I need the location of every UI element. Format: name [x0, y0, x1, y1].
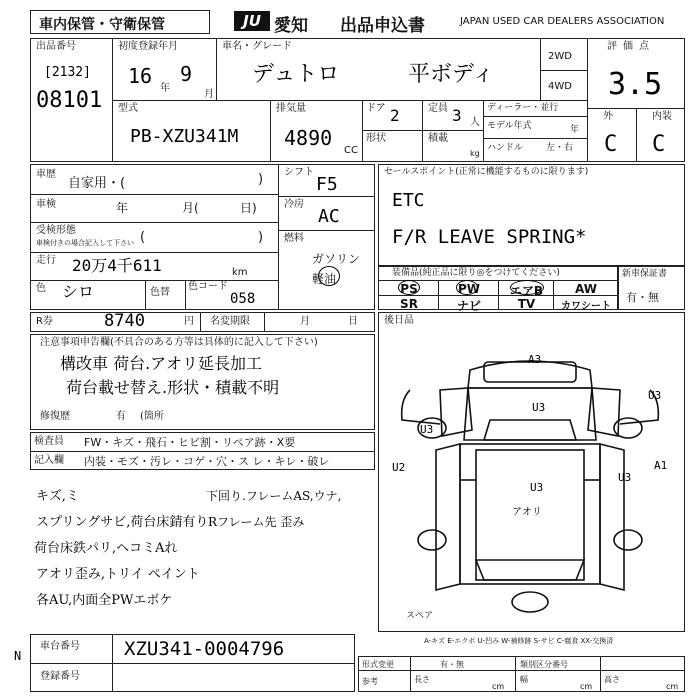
handle-options: 左・右 [546, 143, 574, 153]
color-value: シロ [62, 282, 95, 301]
equipment-ps: PS [400, 282, 418, 296]
remark-line-2: スプリングサビ,荷台床錆有り [36, 515, 209, 530]
displacement-unit: CC [344, 145, 358, 156]
capacity-value: 3 [452, 106, 462, 125]
diagram-mark-aori: アオリ [512, 507, 542, 518]
mileage-unit: km [232, 267, 248, 278]
storage-note-box [30, 10, 210, 34]
sales-points-box [378, 164, 685, 266]
storage-note: 車内保管・守衛保管 [39, 17, 165, 33]
color-code-value: 058 [230, 291, 256, 307]
interior-label: 内装 [652, 111, 672, 122]
lot-bracket: [2132] [44, 65, 91, 80]
listing-number-label: 出品番号 [36, 41, 76, 52]
ps-circle [398, 280, 420, 295]
fuel-diesel: 軽油 [312, 272, 337, 286]
remark-right-2: Rフレーム先 歪み [208, 515, 305, 529]
length-unit: cm [492, 682, 505, 691]
lot-number: 08101 [36, 88, 103, 113]
accept-sub: 車検付きの場合記入して下さい [36, 239, 134, 247]
model-name: デュトロ [252, 62, 340, 87]
name-change-label: 名変期限 [210, 316, 250, 327]
recycle-unit: 円 [184, 316, 194, 327]
fuel-label: 燃料 [284, 233, 304, 244]
history-label: 車歴 [36, 169, 56, 180]
remark-line-4: アオリ歪み,トリイ ペイント [36, 567, 200, 582]
ju-logo-icon: JU [234, 11, 270, 31]
accept-close: ) [258, 230, 264, 245]
fuel-gasoline: ガソリン [312, 252, 361, 266]
notes-line-2: 荷台載せ替え.形状・積載不明 [66, 378, 280, 397]
equipment-tv: TV [517, 297, 536, 311]
fuel-diesel-circle [318, 266, 340, 286]
pw-circle [456, 280, 478, 295]
ref-label: 参考 [362, 677, 378, 686]
first-reg-month: 9 [180, 62, 193, 86]
color-change-label: 色替 [150, 287, 170, 298]
diagram-mark-u3-right: U3 [648, 389, 662, 402]
width-label: 幅 [520, 675, 528, 684]
recycle-label: R券 [36, 316, 53, 327]
inspector-label: 検査員 [34, 436, 64, 447]
history-value: 自家用・( [68, 176, 126, 191]
equipment-airbag: エアB [509, 284, 544, 298]
equipment-label: 装備品(純正品に限り◎をつけてください) [392, 268, 560, 278]
entry-label: 記入欄 [34, 455, 64, 466]
accept-label: 受検形態 [36, 225, 76, 236]
model-year-label: モデル年式 [487, 121, 532, 131]
repair-place: (箇所 [140, 411, 164, 422]
mileage-label: 走行 [36, 255, 56, 266]
remark-line-1: キズ,ミ [36, 489, 79, 504]
shift-label: シフト [284, 167, 314, 178]
shift-value: F5 [316, 174, 338, 195]
load-unit: kg [470, 149, 480, 158]
record-label: 類別区分番号 [520, 660, 568, 669]
doors-label: ドア [366, 103, 386, 114]
damage-legend: A-キズ E-エクボ U-凹み W-補修跡 S-サビ C-腐食 XX-交換済 [424, 637, 614, 645]
diagram-mark-u3-bed: U3 [530, 481, 544, 494]
sales-point-1: ETC [392, 190, 425, 211]
doc-title: 出品申込書 [340, 16, 425, 36]
inspection-label: 車検 [36, 199, 56, 210]
capacity-label: 定員 [428, 103, 448, 114]
year-unit: 年 [160, 83, 170, 94]
color-code-label: 色コード [188, 281, 228, 292]
recycle-row [30, 312, 375, 332]
model-body: 平ボディ [408, 62, 495, 87]
remark-line-5: 各AU,内面全PWエボケ [36, 593, 173, 608]
airbag-circle [510, 280, 544, 295]
equipment-leather-seat: カワシート [561, 301, 611, 312]
inspector-codes-row-1: FW・キズ・飛石・ヒビ割・リペア跡・X要 [84, 436, 296, 449]
exterior-grade: C [604, 132, 618, 157]
equipment-pw: PW [457, 282, 481, 296]
mileage-value: 20万4千611 [72, 256, 162, 275]
capacity-unit: 人 [470, 117, 480, 128]
remark-right-1: 下回り.フレームAS,ウナ, [206, 489, 342, 503]
diagram-mark-u2: U2 [392, 461, 406, 474]
diagram-mark-u3-top: U3 [532, 401, 546, 414]
diagram-mark-u3-left: U3 [420, 423, 434, 436]
cooling-label: 冷房 [284, 199, 304, 210]
inspection-year: 年 [116, 201, 129, 215]
first-reg-year: 16 [128, 64, 153, 88]
recycle-value: 8740 [104, 311, 145, 331]
diagram-mark-u3-bed-right: U3 [618, 471, 632, 484]
first-reg-label: 初度登録年月 [118, 41, 178, 52]
type-value: PB-XZU341M [130, 126, 239, 147]
equipment-navi: ナビ [456, 299, 481, 313]
shape-label: 形状 [366, 133, 386, 144]
sales-points-label: セールスポイント(正常に機能するものに限ります) [384, 167, 589, 177]
displacement-label: 排気量 [276, 103, 306, 114]
drive-2wd: 2WD [548, 51, 572, 62]
remark-line-3: 荷台床鉄パリ,ヘコミAれ [34, 541, 178, 556]
interior-grade: C [652, 132, 666, 157]
height-unit: cm [666, 682, 679, 691]
notes-line-1: 構改車 荷台.アオリ延長加工 [60, 354, 263, 373]
name-change-day: 日 [348, 316, 358, 327]
repair-value: 有 [116, 411, 126, 422]
sales-point-2: F/R LEAVE SPRING* [392, 226, 587, 248]
new-warranty-value: 有・無 [626, 291, 659, 304]
color-label: 色 [36, 283, 46, 294]
height-label: 高さ [604, 675, 620, 684]
inspection-month: 月( [182, 201, 199, 215]
history-close: ) [258, 172, 264, 187]
model-grade-label: 車名・グレード [222, 41, 292, 52]
handle-label: ハンドル [487, 143, 524, 153]
load-label: 積載 [428, 133, 448, 144]
rear-label: 後日品 [384, 315, 414, 326]
dealer-parallel: ディーラー・並行 [487, 103, 559, 113]
width-unit: cm [580, 682, 593, 691]
registration-label: 登録番号 [40, 671, 80, 682]
notes-label: 注意事項申告欄(不具合のある方等は具体的に記入して下さい) [40, 337, 318, 348]
diagram-mark-a1: A1 [654, 459, 668, 472]
shape-change-value: 有・無 [440, 660, 464, 669]
cooling-value: AC [318, 206, 340, 227]
org-english: JAPAN USED CAR DEALERS ASSOCIATION [460, 16, 665, 27]
new-warranty-label: 新車保証書 [622, 269, 668, 279]
inspection-day: 日) [240, 201, 257, 215]
score-label: 評価点 [607, 41, 655, 52]
name-change-month: 月 [300, 316, 310, 327]
inspector-codes-row-2: 内装・モズ・汚レ・コゲ・穴・ス レ・キレ・破レ [84, 455, 330, 468]
type-label: 型式 [118, 103, 138, 114]
side-mark: N [14, 649, 22, 663]
diagram-mark-a3: A3 [528, 353, 542, 366]
chassis-label: 車台番号 [40, 641, 80, 652]
spare-label: スペア [406, 611, 434, 621]
repair-label: 修復歴 [40, 411, 70, 422]
org-name: 愛知 [274, 16, 308, 36]
exterior-label: 外 [603, 111, 613, 122]
accept-open: ( [140, 230, 146, 245]
month-unit: 月 [204, 89, 214, 100]
length-label: 長さ [414, 675, 430, 684]
chassis-value: XZU341-0004796 [124, 638, 285, 660]
score-value: 3.5 [608, 67, 663, 102]
doors-value: 2 [390, 106, 400, 125]
shape-change-label: 形式変更 [362, 660, 394, 669]
model-year-unit: 年 [570, 125, 580, 135]
drive-4wd: 4WD [548, 81, 572, 92]
equipment-sr: SR [400, 297, 418, 311]
equipment-aw: AW [575, 282, 597, 296]
displacement-value: 4890 [284, 126, 333, 150]
